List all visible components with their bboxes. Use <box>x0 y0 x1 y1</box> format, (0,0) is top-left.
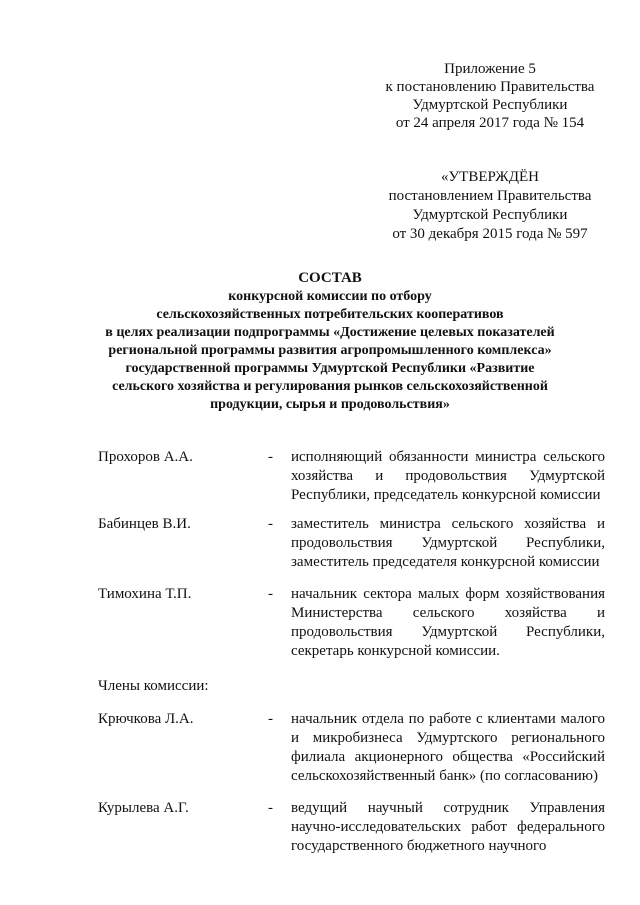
separator-dash: - <box>268 800 273 816</box>
member-name: Крючкова Л.А. <box>98 711 194 727</box>
title-line: сельскохозяйственных потребительских кооперативов <box>156 307 504 322</box>
separator-dash: - <box>268 449 273 465</box>
separator-dash: - <box>268 711 273 727</box>
approved-line: Удмуртской Республики <box>412 207 568 223</box>
approved-line: постановлением Правительства <box>388 188 592 204</box>
appendix-header <box>370 60 610 132</box>
title-line: сельского хозяйства и регулирования рынков сельскохозяйственной <box>112 379 548 394</box>
appendix-line: от 24 апреля 2017 года № 154 <box>395 115 585 131</box>
title-line: продукции, сырья и продовольствия» <box>210 397 450 412</box>
title-line: в целях реализации подпрограммы «Достижение целевых показателей <box>105 325 555 340</box>
document-title <box>80 268 580 414</box>
member-name: Тимохина Т.П. <box>98 586 192 602</box>
approved-line: «УТВЕРЖДЁН <box>441 169 539 185</box>
title-line: государственной программы Удмуртской Республики «Развитие <box>125 361 535 376</box>
member-role: исполняющий обязанности министра сельского хозяйства и продовольствия Удмуртской Республики, председатель конкурсной комиссии <box>291 449 605 503</box>
member-role: начальник сектора малых форм хозяйствования Министерства сельского хозяйства и продовольствия Удмуртской Республики, секретарь конкурсной комиссии. <box>291 586 605 659</box>
member-role: заместитель министра сельского хозяйства и продовольствия Удмуртской Республики, заместитель председателя конкурсной комиссии <box>291 516 605 570</box>
member-role: ведущий научный сотрудник Управления научно-исследовательских работ федерального государственного бюджетного научного <box>291 800 605 854</box>
title-line: конкурсной комиссии по отбору <box>228 289 432 304</box>
approved-line: от 30 декабря 2015 года № 597 <box>392 226 588 242</box>
member-name: Курылева А.Г. <box>98 800 189 816</box>
title-line: региональной программы развития агропромышленного комплекса» <box>108 343 552 358</box>
member-name: Прохоров А.А. <box>98 449 193 465</box>
appendix-line: Приложение 5 <box>444 61 536 77</box>
title-main: СОСТАВ <box>298 270 362 286</box>
member-role: начальник отдела по работе с клиентами малого и микробизнеса Удмуртского регионального филиала акционерного общества «Российский сельскохозяйственный банк» (по согласованию) <box>291 711 605 784</box>
member-name: Бабинцев В.И. <box>98 516 191 532</box>
separator-dash: - <box>268 586 273 602</box>
separator-dash: - <box>268 516 273 532</box>
members-label: Члены комиссии: <box>98 678 209 694</box>
appendix-line: к постановлению Правительства <box>385 79 595 95</box>
approval-stamp-text <box>370 168 610 244</box>
appendix-line: Удмуртской Республики <box>412 97 568 113</box>
